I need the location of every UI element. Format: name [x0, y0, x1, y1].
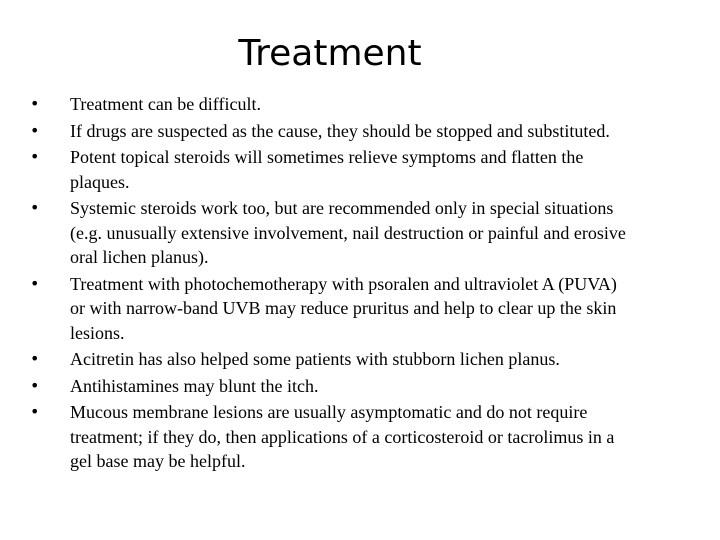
bullet-icon: • [30, 273, 40, 293]
bullet-item [30, 196, 630, 270]
bullet-item [30, 347, 630, 372]
bullet-text: Treatment with photochemotherapy with psoralen and ultraviolet A (PUVA) or with narrow-band UVB may reduce pruritus and help to clear up the skin lesions. [70, 273, 617, 343]
bullet-text: Acitretin has also helped some patients with stubborn lichen planus. [70, 349, 560, 369]
bullet-text: Potent topical steroids will sometimes relieve symptoms and flatten the plaques. [70, 147, 584, 192]
bullet-text: Mucous membrane lesions are usually asymptomatic and do not require treatment; if they do, then applications of a corticosteroid or tacrolimus in a gel base may be helpful. [70, 402, 615, 471]
bullet-item [30, 92, 630, 117]
bullet-item [30, 400, 630, 474]
bullet-icon: • [30, 147, 40, 166]
bullet-text: If drugs are suspected as the cause, they should be stopped and substituted. [70, 120, 610, 141]
bullet-icon: • [30, 198, 40, 217]
bullet-icon: • [30, 349, 40, 368]
bullet-list [30, 92, 630, 476]
bullet-icon: • [30, 94, 40, 113]
bullet-icon: • [30, 375, 40, 395]
bullet-text: Systemic steroids work too, but are recommended only in special situations (e.g. unusually extensive involvement, nail destruction or painful and erosive oral lichen planus). [70, 198, 626, 267]
slide-title: Treatment [238, 33, 422, 74]
bullet-item [30, 119, 630, 144]
bullet-item [30, 145, 630, 194]
bullet-text: Antihistamines may blunt the itch. [70, 375, 319, 396]
bullet-item [30, 272, 630, 346]
bullet-icon: • [30, 402, 40, 421]
bullet-text: Treatment can be difficult. [70, 94, 261, 114]
bullet-item [30, 374, 630, 399]
bullet-icon: • [30, 120, 40, 140]
